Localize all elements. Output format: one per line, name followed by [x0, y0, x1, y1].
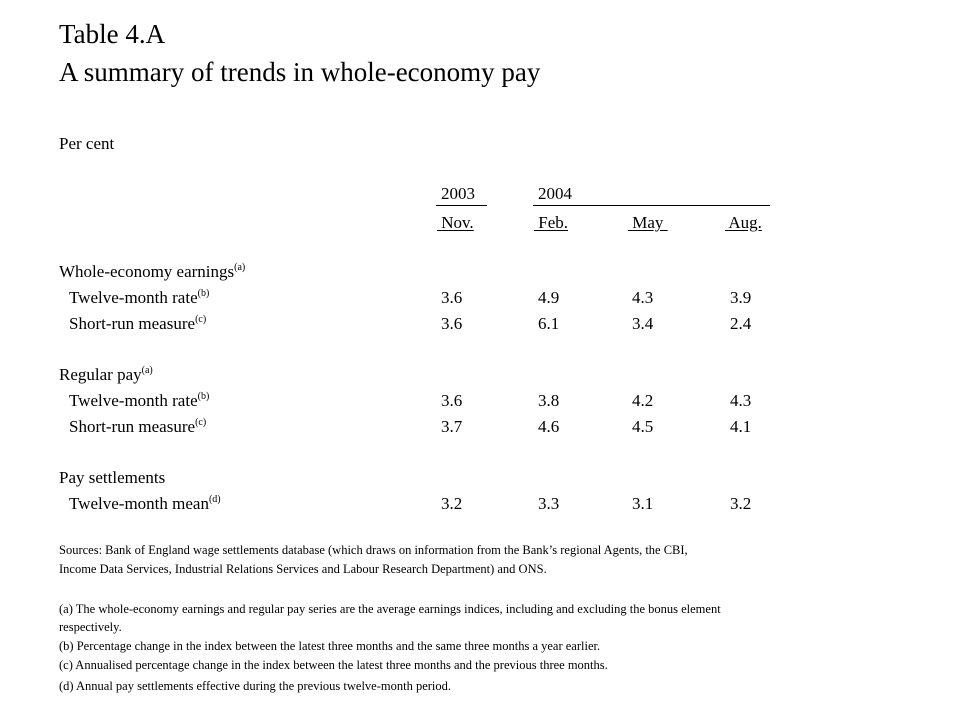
table-cell: 3.6: [441, 314, 463, 333]
table-cell: 3.7: [441, 417, 463, 436]
footnote-c: (c) Annualised percentage change in the index between the latest three months and the previous three months.: [59, 658, 608, 672]
row-label: Twelve-month rate$^{(b)}$: [69, 288, 210, 307]
table-cell: 3.2: [730, 494, 752, 513]
table-cell: 3.9: [730, 288, 752, 307]
footnote-ref: (a): [141, 365, 153, 376]
table-cell: 4.1: [730, 417, 752, 436]
table-cell: 4.6: [538, 417, 560, 436]
footnote-a: (a) The whole-economy earnings and regular pay series are the average earnings indices, including and excluding the bonus element: [59, 602, 721, 616]
footnote-ref: (a): [234, 262, 246, 273]
section-heading-pay-settlements: Pay settlements: [59, 468, 166, 487]
row-label: Short-run measure$^{(c)}$: [69, 417, 207, 436]
footnote-ref: (c): [195, 314, 207, 325]
section-heading-whole-economy-earnings: Whole-economy earnings$^{(a)}$: [59, 262, 246, 281]
table-cell: 4.5: [632, 417, 654, 436]
month-header-feb: Feb.: [538, 213, 568, 232]
year-header-2004: 2004: [538, 184, 572, 203]
month-header-nov: Nov.: [441, 213, 474, 232]
footnote-ref: (d): [208, 494, 221, 505]
year-2003-rule: [436, 205, 487, 206]
sources-line: Sources: Bank of England wage settlements database (which draws on information from the Bank’s regional Agents, the CBI,: [59, 543, 688, 557]
month-header-aug: Aug.: [728, 213, 762, 232]
row-label: Short-run measure$^{(c)}$: [69, 314, 207, 333]
footnote-d: (d) Annual pay settlements effective during the previous twelve-month period.: [59, 679, 452, 693]
month-header-may: May: [632, 213, 664, 232]
row-label: Twelve-month mean$^{(d)}$: [69, 494, 221, 513]
table-cell: 3.6: [441, 391, 463, 410]
sources-line: Income Data Services, Industrial Relations Services and Labour Research Department) and ONS.: [59, 562, 547, 576]
table-cell: 6.1: [538, 314, 560, 333]
footnote-ref: (c): [195, 417, 207, 428]
table-cell: 4.3: [632, 288, 654, 307]
footnote-b: (b) Percentage change in the index between the latest three months and the same three months a year earlier.: [59, 639, 601, 653]
table-cell: 2.4: [730, 314, 752, 333]
table-cell: 3.8: [538, 391, 560, 410]
section-heading-regular-pay: Regular pay$^{(a)}$: [59, 365, 153, 384]
table-cell: 4.2: [632, 391, 654, 410]
table-title: Table 4.A: [59, 19, 166, 49]
footnote-a-continued: respectively.: [59, 620, 122, 634]
year-2004-rule: [533, 205, 770, 206]
year-header-2003: 2003: [441, 184, 475, 203]
row-label: Twelve-month rate$^{(b)}$: [69, 391, 210, 410]
table-cell: 3.4: [632, 314, 654, 333]
table-cell: 3.2: [441, 494, 463, 513]
footnote-ref: (b): [197, 391, 210, 402]
unit-label: Per cent: [59, 134, 115, 153]
table-cell: 3.3: [538, 494, 560, 513]
table-cell: 3.6: [441, 288, 463, 307]
table-cell: 3.1: [632, 494, 654, 513]
table-cell: 4.3: [730, 391, 752, 410]
table-subtitle: A summary of trends in whole-economy pay: [59, 57, 541, 87]
footnote-ref: (b): [197, 288, 210, 299]
table-cell: 4.9: [538, 288, 560, 307]
